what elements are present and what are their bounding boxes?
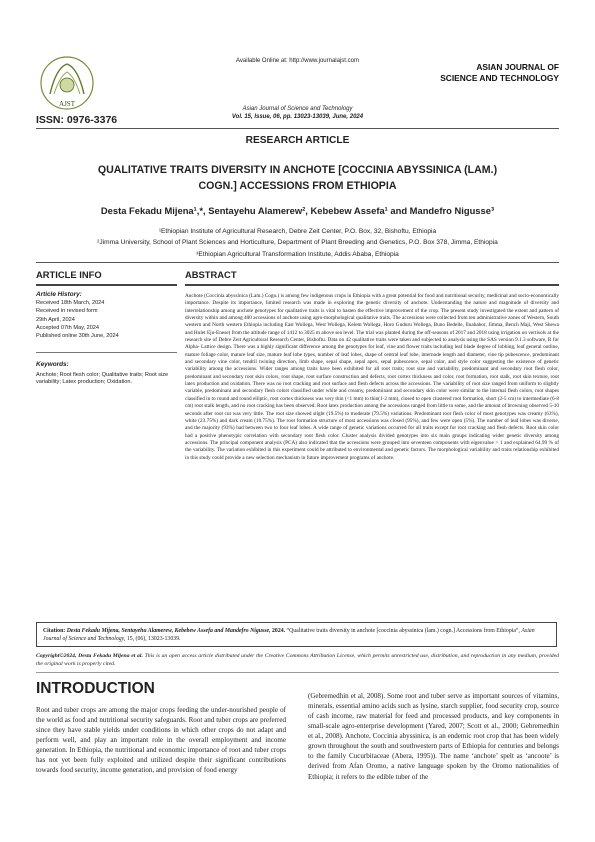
available-online-line: Available Online at: http://www.journalajst.com [236,58,359,64]
article-history [36,291,177,340]
keywords-heading: Keywords: [36,361,69,368]
journal-name-line2: SCIENCE AND TECHNOLOGY [440,73,559,83]
article-type: RESEARCH ARTICLE [245,135,350,146]
history-item: Accepted 07th May, 2024 [36,324,100,331]
introduction-left-column: Root and tuber crops are among the major crops feeding the under-nourished people of the world as food and nutritional security safeguards. Root and tuber crops are preferred since they have stable yields under conditions in which other crops do not adapt and perform well, and play an important role in the overall employment and income generation. In Ethiopia, the nutritional and economic importance of root and tuber crops has not yet been fully exploited and utilized despite their significant contributions towards food security, income generation, and provision of food energy [36,706,286,775]
authors: Desta Fekadu Mijena¹,*, Sentayehu Alamerew², Kebebew Assefa¹ and Mandefro Nigusse³ [100,205,495,216]
affiliation-2: ²Jimma University, School of Plant Sciences and Horticulture, Department of Plant Breeding and Genetics, P.O. Box 378, Jimma, Ethiopia [97,239,498,247]
abstract-text: Anchote (Coccinia abyssinica (Lam.) Cogn.) is among few indigenous crops in Ethiopia with a great potential for food and nutritional security, medicinal and socio-economically importance. Despite its importance, limited research was made in exploring the genetic diversity of anchote. Understanding the nature and magnitude of diversity and interrelationship among anchote genotypes for qualitative traits is vital to hasten the effective improvement of the crop. The present study investigated the extent and pattern of diversity within and among 400 accessions of anchote using agro-morphological qualitative traits. The accessions were collected from ten administrative zones of Western, South western and North western Ethiopia including East Wollega, West Wollega, Kelem Wollega, Horo Guduru Wollega, Buno Bedelle, Iluababor, Jimma, Bench Maji, West Shewa and Hulet Eju-Enese) from the altitude range of 1412 to 3025 m above sea level. The trial was planted during the off-seasons of 2017 and 2018 using irrigation on vertisols at the research site of Debre Zeit Agricultural Research Center, Bishoftu. Data on 42 qualitative traits were taken and subjected to analysis using the SAS version 9.1.3 software, R for Alpha- Lattice design. There was a highly significant difference among the genotypes for leaf, vine and flower traits including leaf blade degree of lobbing, leaf general outline, mature foliage color, mature leaf size, mature leaf lobe types, number of leaf lobes, shape of central leaf lobe, internode length and diameter, vine tip pubescence, predominant and secondary vine color, tendril twining direction, limb shape, sepal shape, sepal apex, sepal pubescence, sepal color, and style color suggesting the existence of genetic variability among the accessions. Wider ranges among traits have been exhibited for all root traits; root size and variability, predominant and secondary root flesh color, predominant and secondary root skin colors, root shape, root surface construction and defects, root cortex thickness and color, root formation, root stalk, root skin texture, root latex production and oxidation. There was no root cracking and root surface and flesh defects across the accessions. The variability of root size ranged from uniform to slightly variable, predominant and secondary flesh colors classified under white and creamy, predominant and secondary skin color were similar to the internal flesh colors, root shapes classified in to round and round elliptic, root cortex thickness was very thin (<1 mm) to thin(1-2 mm), closed to open clustered root formation, short (2-5 cm) to intermediate (6-8 cm) root stalk length, and no root cracking has been observed. Root latex production among the accessions ranged from little to some, and the amount of browning observed 5-10 seconds after root cut was very little. The root size showed slight (19.5%) to moderate (79.5%) variations. Predominant root flesh color of most genotypes was creamy (63%), white (23.75%) and dark cream (10.75%). The root formation structure of most accessions was closed (95%), and few were open (5%). The number of leaf lobes was diverse, and the majority (93%) had between two to four leaf lobes. A wide range of genetic variations occurred for all traits except for root cracking and flesh defects. Root skin color had a positive phenotypic correlation with secondary root flesh color. Cluster analysis divided genotypes into six main groups indicating wider genetic diversity among accessions. The principal component analysis (PCA) also indicated that the accessions were grouped into seventeen components with eigenvalue > 1 and explained 64.99 % of the variability. The variation exhibited in this experiment could be attributed to environmental and genetic factors. The morphological variability and traits relationship exhibited in this study could provide a new selection mechanism in future improvement programs of anchote. [185,293,559,461]
abstract-heading: ABSTRACT [185,269,237,280]
journal-name [440,62,559,84]
copyright-text: This is an open access article distributed under the Creative Commons Attribution License, which permits unrestricted use, distribution, and reproduction in any medium, provided the original work is properly cited. [36,653,559,667]
introduction-right-column: (Gebremedhin et al, 2008). Some root and tuber serve as important sources of vitamins, minerals, essential amino acids such as lysine, starch supplier, food security crop, source of cash income, raw material for feed and processed products, and key components in small-scale agro-enterprise development (Yared, 2007; Scott et al., 2000; Gebremedhin et al., 2008). Anchote, Coccinia abyssinica, is an endemic root crop that has been widely grown throughout the south and southwestern parts of Ethiopia for centuries and belongs to the family Cucurbitaceae (Abera, 1995)). The name ‘anchote’ spelt as ‘ancoote’ is derived from Afan Oromo, a native language spoken by the Oromo nationalities of Ethiopia; it refers to the edible tuber of the [308,692,559,781]
keywords-text: Anchote; Root flesh color; Qualitative traits; Root size variability; Latex production; Oxidation. [36,371,169,386]
keywords-divider [36,352,177,353]
affiliation-1: ¹Ethiopian Institute of Agricultural Research, Debre Zeit Center, P.O. Box, 32, Bishoftu, Ethiopia [158,228,437,235]
journal-center-name: Asian Journal of Science and Technology [242,106,353,112]
keywords-block [36,361,177,387]
citation-year: 2024. [272,628,286,634]
citation-authors: Desta Fekadu Mijena, Sentayehu Alamerew, Kebebew Assefa and Mandefro Nigusse, [66,628,271,634]
journal-name-line1: ASIAN JOURNAL OF [476,62,559,72]
title-line2: COGN.] ACCESSIONS FROM ETHIOPIA [198,179,397,192]
history-item: Received in revised form [36,308,98,315]
citation-box [36,622,557,647]
affiliation-divider [36,262,559,263]
journal-logo [36,54,98,112]
svg-text:AJST: AJST [59,100,75,108]
article-info-rule [36,284,177,286]
history-item: 29th April, 2024 [36,316,75,323]
introduction-heading-main: INTRODUCTION [36,680,155,697]
article-title [60,163,535,194]
citation-journal: Asian Journal of Science and Technology, [43,628,535,642]
title-line1: QUALITATIVE TRAITS DIVERSITY IN ANCHOTE [COCCINIA ABYSSINICA (LAM.) [97,164,498,176]
copyright-divider [36,672,559,673]
copyright-bold: Copyright©2024, Desta Fekadu Mijena et al. [36,653,143,659]
article-info-heading: ARTICLE INFO [36,269,102,280]
citation-details: 15, (06), 13023-13039. [126,636,181,642]
citation-title: “Qualitative traits diversity in anchote [coccinia abyssinica (lam.) cogn.] Accessions from Ethiopia”, [286,628,520,634]
copyright-notice [36,652,559,668]
journal-citation-header [0,106,595,121]
header-divider [36,128,559,129]
journal-volume: Vol. 15, Issue, 06, pp. 13023-13039, June, 2024 [231,113,364,120]
history-item: Received 18th March, 2024 [36,300,105,307]
abstract-rule [185,284,559,286]
history-heading: Article History: [36,291,82,298]
affiliations [0,226,595,260]
citation-label: Citation: [43,628,66,634]
affiliation-3: ³Ethiopian Agricultural Transformation Institute, Addis Ababa, Ethiopia [196,250,399,258]
issn: ISSN: 0976-3376 [36,114,118,126]
history-item: Published online 30th June, 2024 [36,333,119,340]
